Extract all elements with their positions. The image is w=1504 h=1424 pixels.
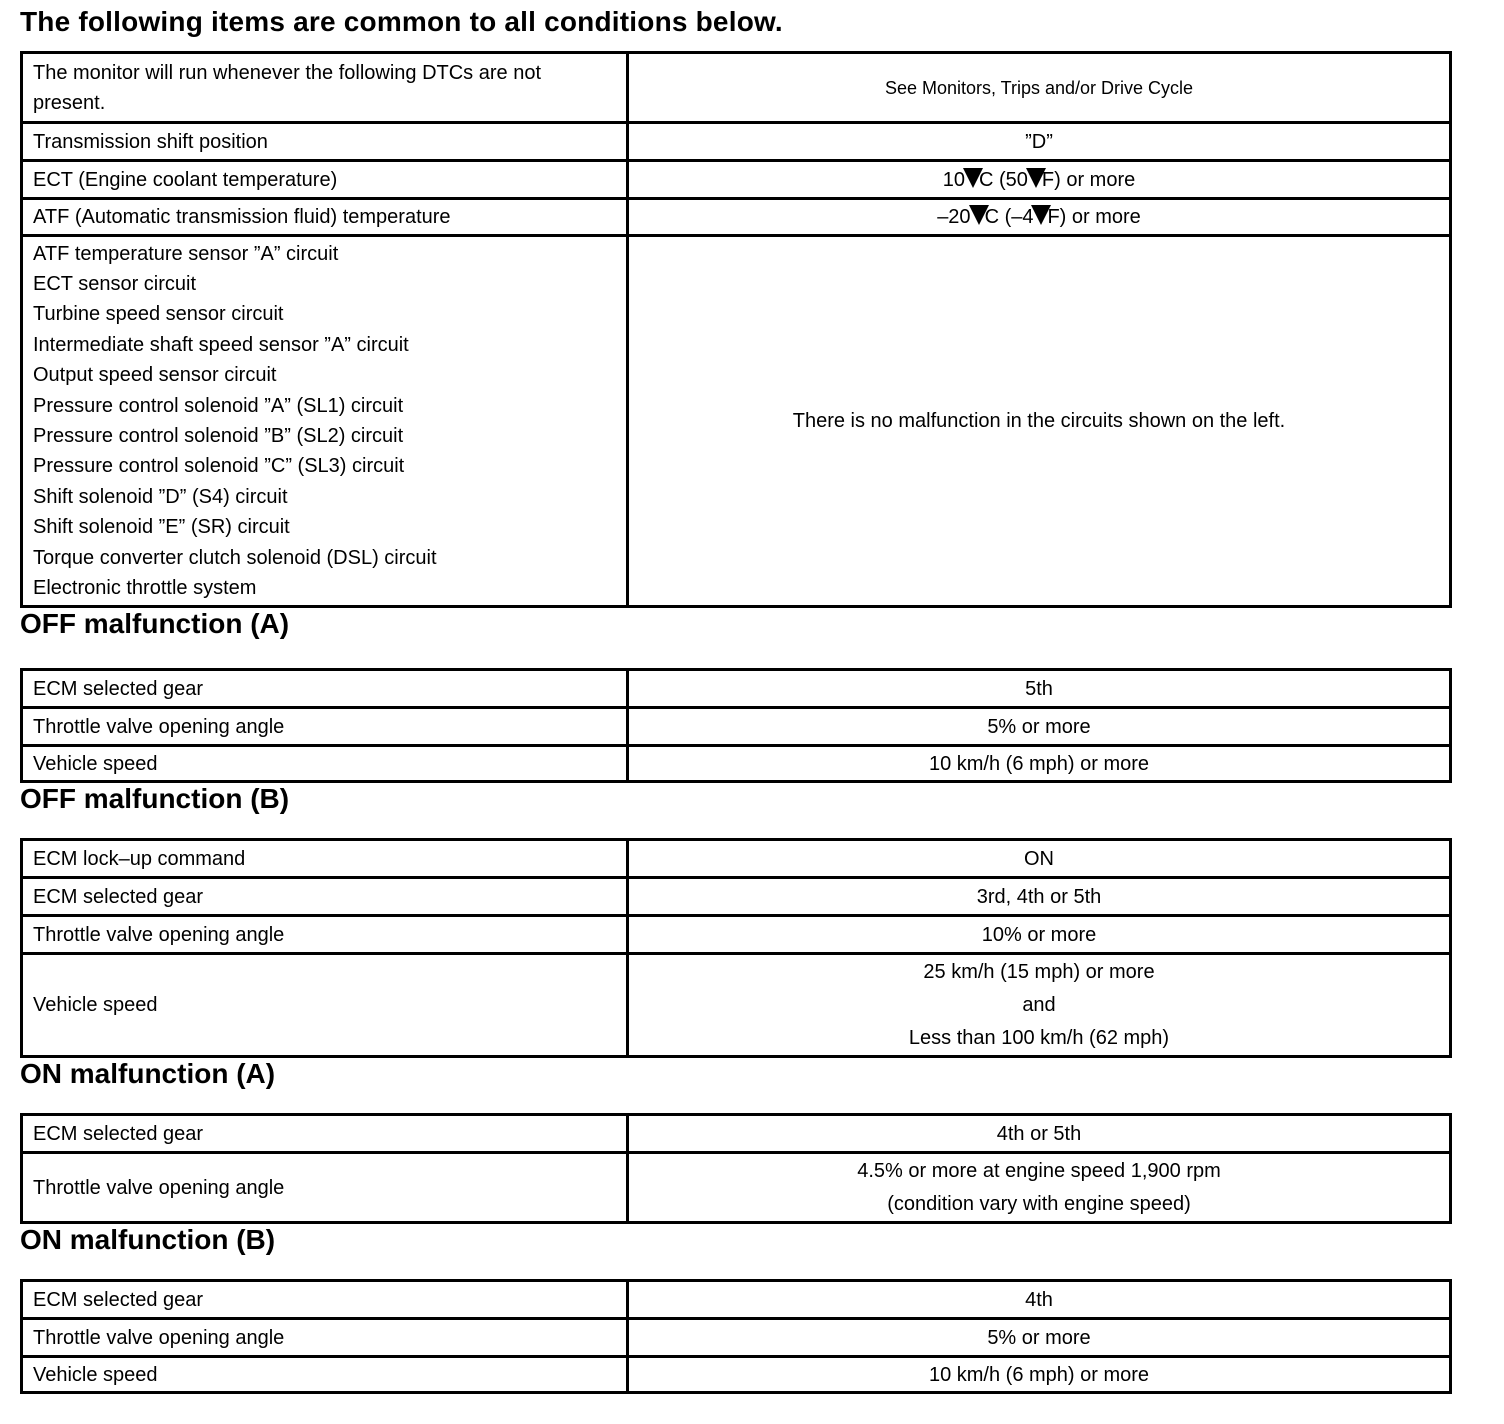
circuits-value: There is no malfunction in the circuits shown on the left. — [628, 236, 1451, 607]
table-row — [22, 236, 1451, 607]
page-title: The following items are common to all conditions below. — [20, 6, 783, 37]
off-malfunction-b-table — [20, 838, 1452, 1058]
on-malfunction-a-table — [20, 1113, 1452, 1224]
cell-value: 10 km/h (6 mph) or more — [628, 1357, 1451, 1393]
atf-value-part: –20 — [937, 206, 971, 228]
value-line: 4.5% or more at engine speed 1,900 rpm — [857, 1159, 1221, 1182]
ect-value-part: C (50 — [979, 168, 1028, 191]
table-row — [22, 1319, 1451, 1357]
list-item: Pressure control solenoid ”A” (SL1) circuit — [33, 394, 404, 417]
atf-temperature-value — [628, 199, 1451, 236]
cell-value: 3rd, 4th or 5th — [628, 878, 1451, 916]
cell-value — [628, 1153, 1451, 1223]
cell-value: 5% or more — [628, 1319, 1451, 1357]
shift-position-value: ”D” — [628, 123, 1451, 161]
list-item: Shift solenoid ”E” (SR) circuit — [33, 516, 290, 539]
shift-position-label: Transmission shift position — [22, 123, 628, 161]
ect-value-part: F) or more — [1041, 168, 1136, 191]
section-heading-on-a: ON malfunction (A) — [20, 1058, 276, 1089]
cell-value: ON — [628, 840, 1451, 878]
list-item: Pressure control solenoid ”C” (SL3) circuit — [33, 455, 405, 478]
cell-label: ECM lock–up command — [22, 840, 628, 878]
table-row — [22, 199, 1451, 236]
atf-value-part: C (–4 — [984, 206, 1034, 228]
ect-value — [628, 161, 1451, 199]
table-row — [22, 1115, 1451, 1153]
table-row — [22, 670, 1451, 708]
table-row — [22, 708, 1451, 746]
cell-value: 10% or more — [628, 916, 1451, 954]
table-row — [22, 878, 1451, 916]
table-row — [22, 1281, 1451, 1319]
list-item: Pressure control solenoid ”B” (SL2) circuit — [33, 425, 404, 447]
list-item: Electronic throttle system — [33, 577, 257, 600]
cell-label: ECM selected gear — [22, 1281, 628, 1319]
cell-label: Throttle valve opening angle — [22, 1153, 628, 1223]
table-row — [22, 916, 1451, 954]
value-line: and — [1022, 993, 1056, 1016]
cell-label: Vehicle speed — [22, 746, 628, 782]
cell-label: ECM selected gear — [22, 1115, 628, 1153]
common-conditions-table — [20, 51, 1452, 608]
circuit-list — [22, 236, 628, 607]
on-malfunction-b-table — [20, 1279, 1452, 1394]
cell-label: Vehicle speed — [22, 1357, 628, 1393]
section-heading-on-b: ON malfunction (B) — [20, 1224, 276, 1255]
table-row — [22, 840, 1451, 878]
table-row — [22, 161, 1451, 199]
list-item: ATF temperature sensor ”A” circuit — [33, 242, 339, 265]
dtc-label: The monitor will run whenever the following DTCs are not present. — [22, 53, 628, 123]
cell-value: 10 km/h (6 mph) or more — [628, 746, 1451, 782]
cell-value: 5% or more — [628, 708, 1451, 746]
section-heading-off-b: OFF malfunction (B) — [20, 783, 290, 814]
atf-value-part: F) or more — [1047, 206, 1141, 228]
document-page — [20, 0, 1452, 1394]
list-item: Turbine speed sensor circuit — [33, 303, 284, 326]
table-row — [22, 53, 1451, 123]
table-row — [22, 746, 1451, 782]
list-item: Output speed sensor circuit — [33, 364, 277, 387]
atf-temperature-label: ATF (Automatic transmission fluid) temperature — [22, 199, 628, 236]
cell-value: 4th or 5th — [628, 1115, 1451, 1153]
cell-label: ECM selected gear — [22, 878, 628, 916]
table-row — [22, 1357, 1451, 1393]
cell-label: ECM selected gear — [22, 670, 628, 708]
cell-label: Throttle valve opening angle — [22, 916, 628, 954]
cell-label: Vehicle speed — [22, 954, 628, 1057]
value-line: Less than 100 km/h (62 mph) — [908, 1026, 1170, 1049]
value-line: (condition vary with engine speed) — [887, 1192, 1191, 1215]
table-row — [22, 123, 1451, 161]
list-item: Intermediate shaft speed sensor ”A” circuit — [33, 333, 409, 356]
cell-label: Throttle valve opening angle — [22, 708, 628, 746]
table-row — [22, 954, 1451, 1057]
cell-value — [628, 954, 1451, 1057]
cell-label: Throttle valve opening angle — [22, 1319, 628, 1357]
cell-value: 5th — [628, 670, 1451, 708]
cell-value: 4th — [628, 1281, 1451, 1319]
ect-label: ECT (Engine coolant temperature) — [22, 161, 628, 199]
section-heading-off-a: OFF malfunction (A) — [20, 608, 290, 639]
ect-value-part: 10 — [942, 168, 965, 191]
dtc-value: See Monitors, Trips and/or Drive Cycle — [628, 53, 1451, 123]
list-item: Torque converter clutch solenoid (DSL) circuit — [33, 546, 437, 569]
value-line: 25 km/h (15 mph) or more — [923, 960, 1155, 983]
table-row — [22, 1153, 1451, 1223]
list-item: ECT sensor circuit — [33, 272, 197, 295]
list-item: Shift solenoid ”D” (S4) circuit — [33, 485, 288, 508]
off-malfunction-a-table — [20, 668, 1452, 783]
